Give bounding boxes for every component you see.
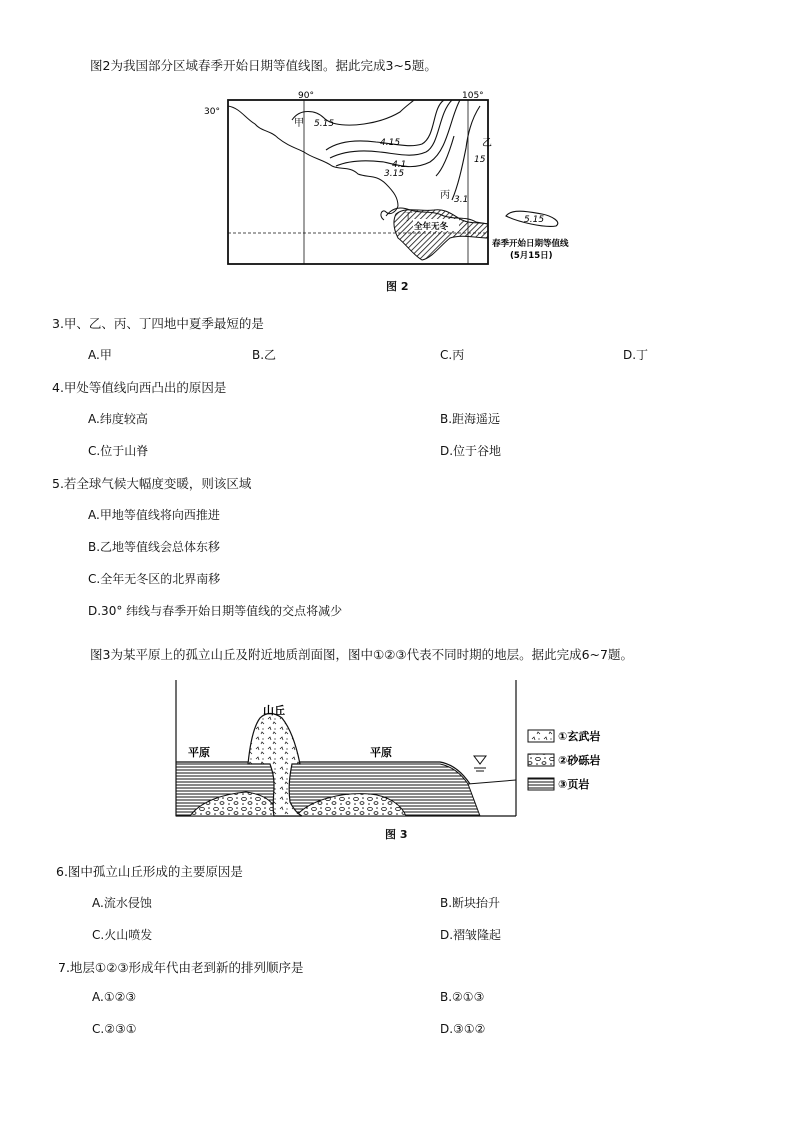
q6-option-a[interactable]: A.流水侵蚀 — [92, 896, 152, 910]
q4-option-d[interactable]: D.位于谷地 — [440, 444, 502, 458]
lat-label: 30° — [204, 107, 220, 117]
q7-option-d[interactable]: D.③①② — [440, 1022, 486, 1036]
iso-label-31: 3.1 — [454, 195, 469, 205]
q5-option-a[interactable]: A.甲地等值线将向西推进 — [88, 508, 220, 522]
figure-3-caption: 图 3 — [385, 828, 408, 841]
iso-label-315: 3.15 — [384, 169, 405, 179]
place-yi: 乙 — [482, 138, 492, 149]
q7-option-c[interactable]: C.②③① — [92, 1022, 137, 1036]
plain-right-label: 平原 — [370, 746, 392, 759]
q3-option-b[interactable]: B.乙 — [252, 348, 277, 362]
isoline-315 — [336, 100, 460, 167]
q4-stem: 4.甲处等值线向西凸出的原因是 — [52, 380, 227, 395]
legend-basalt-swatch — [528, 730, 554, 742]
isoline-41 — [330, 100, 452, 158]
figure-2-isoline-map — [200, 88, 600, 268]
place-bing: 丙 — [440, 190, 450, 201]
lon-label-105: 105° — [462, 91, 484, 101]
iso-label-15: 15 — [474, 155, 486, 165]
hill-label: 山丘 — [263, 704, 285, 717]
legend-gravel-label: ②砂砾岩 — [558, 754, 601, 767]
q4-option-c[interactable]: C.位于山脊 — [88, 444, 149, 458]
iso-label-515-a: 5.15 — [314, 119, 335, 129]
lon-label-90: 90° — [298, 91, 314, 101]
q7-stem: 7.地层①②③形成年代由老到新的排列顺序是 — [58, 960, 304, 975]
q6-option-c[interactable]: C.火山喷发 — [92, 928, 153, 942]
plain-left-label: 平原 — [188, 746, 210, 759]
legend-title: 春季开始日期等值线 — [492, 239, 569, 249]
isoline-515-a — [292, 100, 414, 125]
legend-basalt-label: ①玄武岩 — [558, 730, 601, 743]
q5-option-b[interactable]: B.乙地等值线会总体东移 — [88, 540, 221, 554]
q6-option-d[interactable]: D.褶皱隆起 — [440, 928, 502, 942]
legend-date: (5月15日) — [510, 251, 553, 261]
figure-3-cross-section — [170, 676, 620, 820]
q7-option-b[interactable]: B.②①③ — [440, 990, 485, 1004]
q4-option-b[interactable]: B.距海遥远 — [440, 412, 501, 426]
q3-option-d[interactable]: D.丁 — [623, 348, 649, 362]
iso-label-41: 4.1 — [392, 160, 407, 170]
place-ding: 丁 — [403, 212, 413, 223]
legend-shale-label: ③页岩 — [558, 778, 590, 791]
q5-stem: 5.若全球气候大幅度变暖，则该区域 — [52, 476, 252, 491]
q3-option-a[interactable]: A.甲 — [88, 348, 112, 362]
water-level-icon — [474, 756, 486, 764]
legend-gravel-swatch — [528, 754, 554, 766]
frost-free-label: 全年无冬 — [414, 222, 449, 232]
iso-label-515-b: 5.15 — [524, 215, 545, 225]
q3-option-c[interactable]: C.丙 — [440, 348, 465, 362]
q5-option-c[interactable]: C.全年无冬区的北界南移 — [88, 572, 221, 586]
q6-option-b[interactable]: B.断块抬升 — [440, 896, 501, 910]
q3-stem: 3.甲、乙、丙、丁四地中夏季最短的是 — [52, 316, 264, 331]
q7-option-a[interactable]: A.①②③ — [92, 990, 137, 1004]
intro-text-1: 图2为我国部分区域春季开始日期等值线图。据此完成3~5题。 — [90, 58, 437, 73]
iso-label-415: 4.15 — [380, 138, 401, 148]
legend-shale-swatch — [528, 778, 554, 790]
isoline-31 — [452, 106, 480, 200]
intro-text-2: 图3为某平原上的孤立山丘及附近地质剖面图，图中①②③代表不同时期的地层。据此完成6~7题。 — [90, 647, 633, 662]
q4-option-a[interactable]: A.纬度较高 — [88, 412, 148, 426]
q5-option-d[interactable]: D.30° 纬线与春季开始日期等值线的交点将减少 — [88, 604, 343, 618]
place-jia: 甲 — [294, 118, 304, 129]
figure-2-caption: 图 2 — [386, 280, 409, 293]
q6-stem: 6.图中孤立山丘形成的主要原因是 — [56, 864, 243, 879]
